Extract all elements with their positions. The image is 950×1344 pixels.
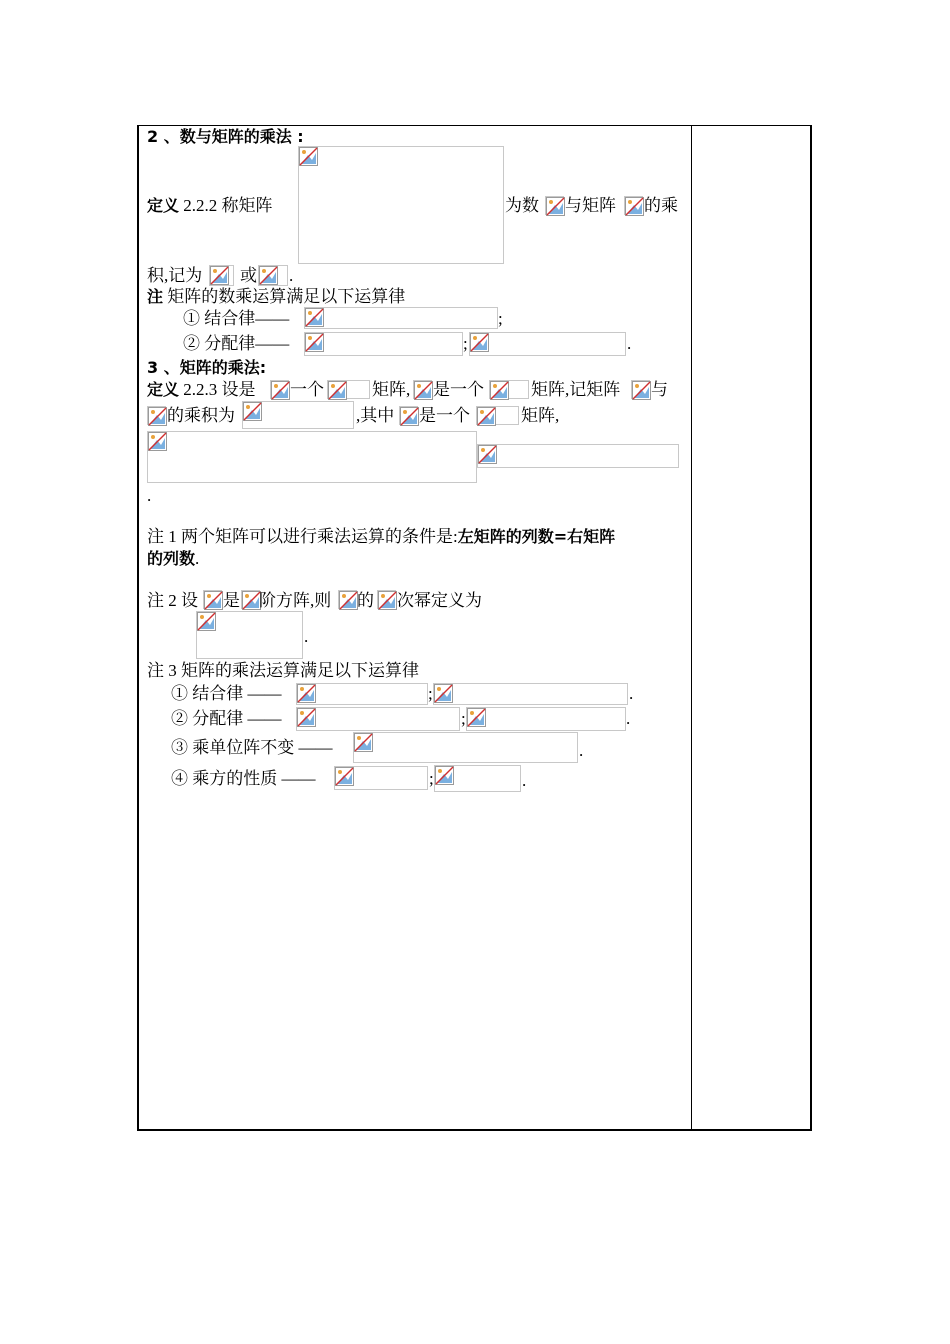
formula-image <box>489 380 529 399</box>
matrix-image <box>298 146 504 264</box>
law2-text: ② 分配律—— <box>183 334 290 353</box>
def3-text-i: 矩阵, <box>521 406 560 425</box>
period: . <box>147 486 152 505</box>
broken-image-icon <box>204 591 223 610</box>
formula-image <box>466 707 626 731</box>
mul-law2-semi: ; <box>461 709 466 728</box>
broken-image-icon <box>339 591 358 610</box>
broken-image-icon <box>297 684 316 703</box>
law2-end: . <box>627 334 632 353</box>
broken-image-icon <box>328 381 347 400</box>
formula-image <box>399 406 418 425</box>
formula-image <box>377 590 396 609</box>
formula-image <box>631 380 650 399</box>
mul-law4-semi: ; <box>429 769 434 788</box>
matrix-product-image <box>147 431 477 483</box>
def3-text-g: ,其中 <box>356 406 395 425</box>
broken-image-icon <box>148 407 167 426</box>
formula-image <box>327 380 370 399</box>
column-divider <box>691 125 692 1131</box>
broken-image-icon <box>546 197 565 216</box>
formula-image <box>258 265 288 286</box>
formula-image <box>476 406 519 425</box>
broken-image-icon <box>354 733 373 752</box>
note3-text: 注 3 矩阵的乘法运算满足以下运算律 <box>147 661 419 680</box>
broken-image-icon <box>434 684 453 703</box>
law1-text: ① 结合律—— <box>183 309 290 328</box>
power-definition-image <box>196 611 303 659</box>
formula-image <box>469 332 626 356</box>
broken-image-icon <box>305 308 324 327</box>
formula-image <box>147 406 166 425</box>
mul-law4-text: ④ 乘方的性质 —— <box>171 769 316 788</box>
note1-text: 注 1 两个矩阵可以进行乘法运算的条件是: <box>147 527 458 546</box>
def3-text-h: 是一个 <box>419 406 470 425</box>
broken-image-icon <box>259 266 278 285</box>
formula-image <box>545 196 564 215</box>
broken-image-icon <box>400 407 419 426</box>
def3-text-a: 一个 <box>290 380 324 399</box>
formula-image <box>296 683 428 705</box>
formula-image <box>241 590 260 609</box>
formula-image <box>413 380 432 399</box>
note2-end: . <box>304 627 309 646</box>
broken-image-icon <box>470 333 489 352</box>
broken-image-icon <box>467 708 486 727</box>
def3-text-c: 是一个 <box>433 380 484 399</box>
def3-text-b: 矩阵, <box>372 380 411 399</box>
broken-image-icon <box>490 381 509 400</box>
section2-heading: 2 、数与矩阵的乘法 : <box>147 127 304 146</box>
mul-law1-text: ① 结合律 —— <box>171 684 282 703</box>
broken-image-icon <box>271 381 290 400</box>
def3-text-f: 的乘积为 <box>167 406 235 425</box>
note-label: 注 <box>147 287 164 306</box>
mul-law2-dot: . <box>626 709 631 728</box>
def-body: 2.2.2 称矩阵 <box>183 196 273 215</box>
formula-image <box>242 401 354 429</box>
formula-image <box>270 380 289 399</box>
broken-image-icon <box>297 708 316 727</box>
formula-image <box>433 683 628 705</box>
note2-a: 注 2 设 <box>147 591 198 610</box>
law1-end: ; <box>498 309 503 328</box>
mul-law3-dot: . <box>579 741 584 760</box>
mul-law3-text: ③ 乘单位阵不变 —— <box>171 738 333 757</box>
note2-c: 阶方阵,则 <box>259 591 332 610</box>
broken-image-icon <box>435 766 454 785</box>
formula-image <box>304 332 463 356</box>
mul-law4-dot: . <box>522 771 527 790</box>
broken-image-icon <box>243 402 262 421</box>
scalar-text-2: 与矩阵 <box>565 196 616 215</box>
product-text-3: . <box>289 266 294 285</box>
formula-image <box>209 265 234 286</box>
formula-image <box>338 590 357 609</box>
def-label: 定义 <box>147 196 180 215</box>
broken-image-icon <box>478 445 497 464</box>
mul-law1-semi: ; <box>428 684 433 703</box>
broken-image-icon <box>378 591 397 610</box>
mul-law1-dot: . <box>629 684 634 703</box>
note-body: 矩阵的数乘运算满足以下运算律 <box>167 287 406 306</box>
broken-image-icon <box>477 407 496 426</box>
formula-image <box>624 196 643 215</box>
formula-image <box>434 765 521 792</box>
formula-image <box>203 590 222 609</box>
product-text-2: 或 <box>240 266 257 285</box>
broken-image-icon <box>210 266 229 285</box>
def3-label: 定义 <box>147 380 180 399</box>
broken-image-icon <box>335 767 354 786</box>
scalar-text-3: 的乘 <box>644 196 678 215</box>
formula-image <box>304 307 498 329</box>
def3-num: 2.2.3 设是 <box>183 380 256 399</box>
formula-image <box>353 732 578 763</box>
law2-mid: ; <box>463 334 468 353</box>
formula-image <box>477 444 679 468</box>
def3-text-e: 与 <box>651 380 668 399</box>
note1-bold-a: 左矩阵的列数=右矩阵 <box>457 527 616 546</box>
mul-law2-text: ② 分配律 —— <box>171 709 282 728</box>
broken-image-icon <box>148 432 167 451</box>
formula-image <box>334 766 428 790</box>
broken-image-icon <box>305 333 324 352</box>
note1-bold-b: 的列数 <box>147 549 196 568</box>
broken-image-icon <box>197 612 216 631</box>
note2-e: 次幂定义为 <box>397 591 482 610</box>
scalar-text-1: 为数 <box>505 196 539 215</box>
note1-end: . <box>195 549 200 568</box>
note2-b: 是 <box>223 591 240 610</box>
def3-text-d: 矩阵,记矩阵 <box>531 380 621 399</box>
broken-image-icon <box>625 197 644 216</box>
product-text-1: 积,记为 <box>147 266 203 285</box>
broken-image-icon <box>632 381 651 400</box>
section3-heading: 3 、矩阵的乘法: <box>147 358 267 377</box>
broken-image-icon <box>414 381 433 400</box>
note2-d: 的 <box>357 591 374 610</box>
broken-image-icon <box>299 147 318 166</box>
formula-image <box>296 707 460 731</box>
